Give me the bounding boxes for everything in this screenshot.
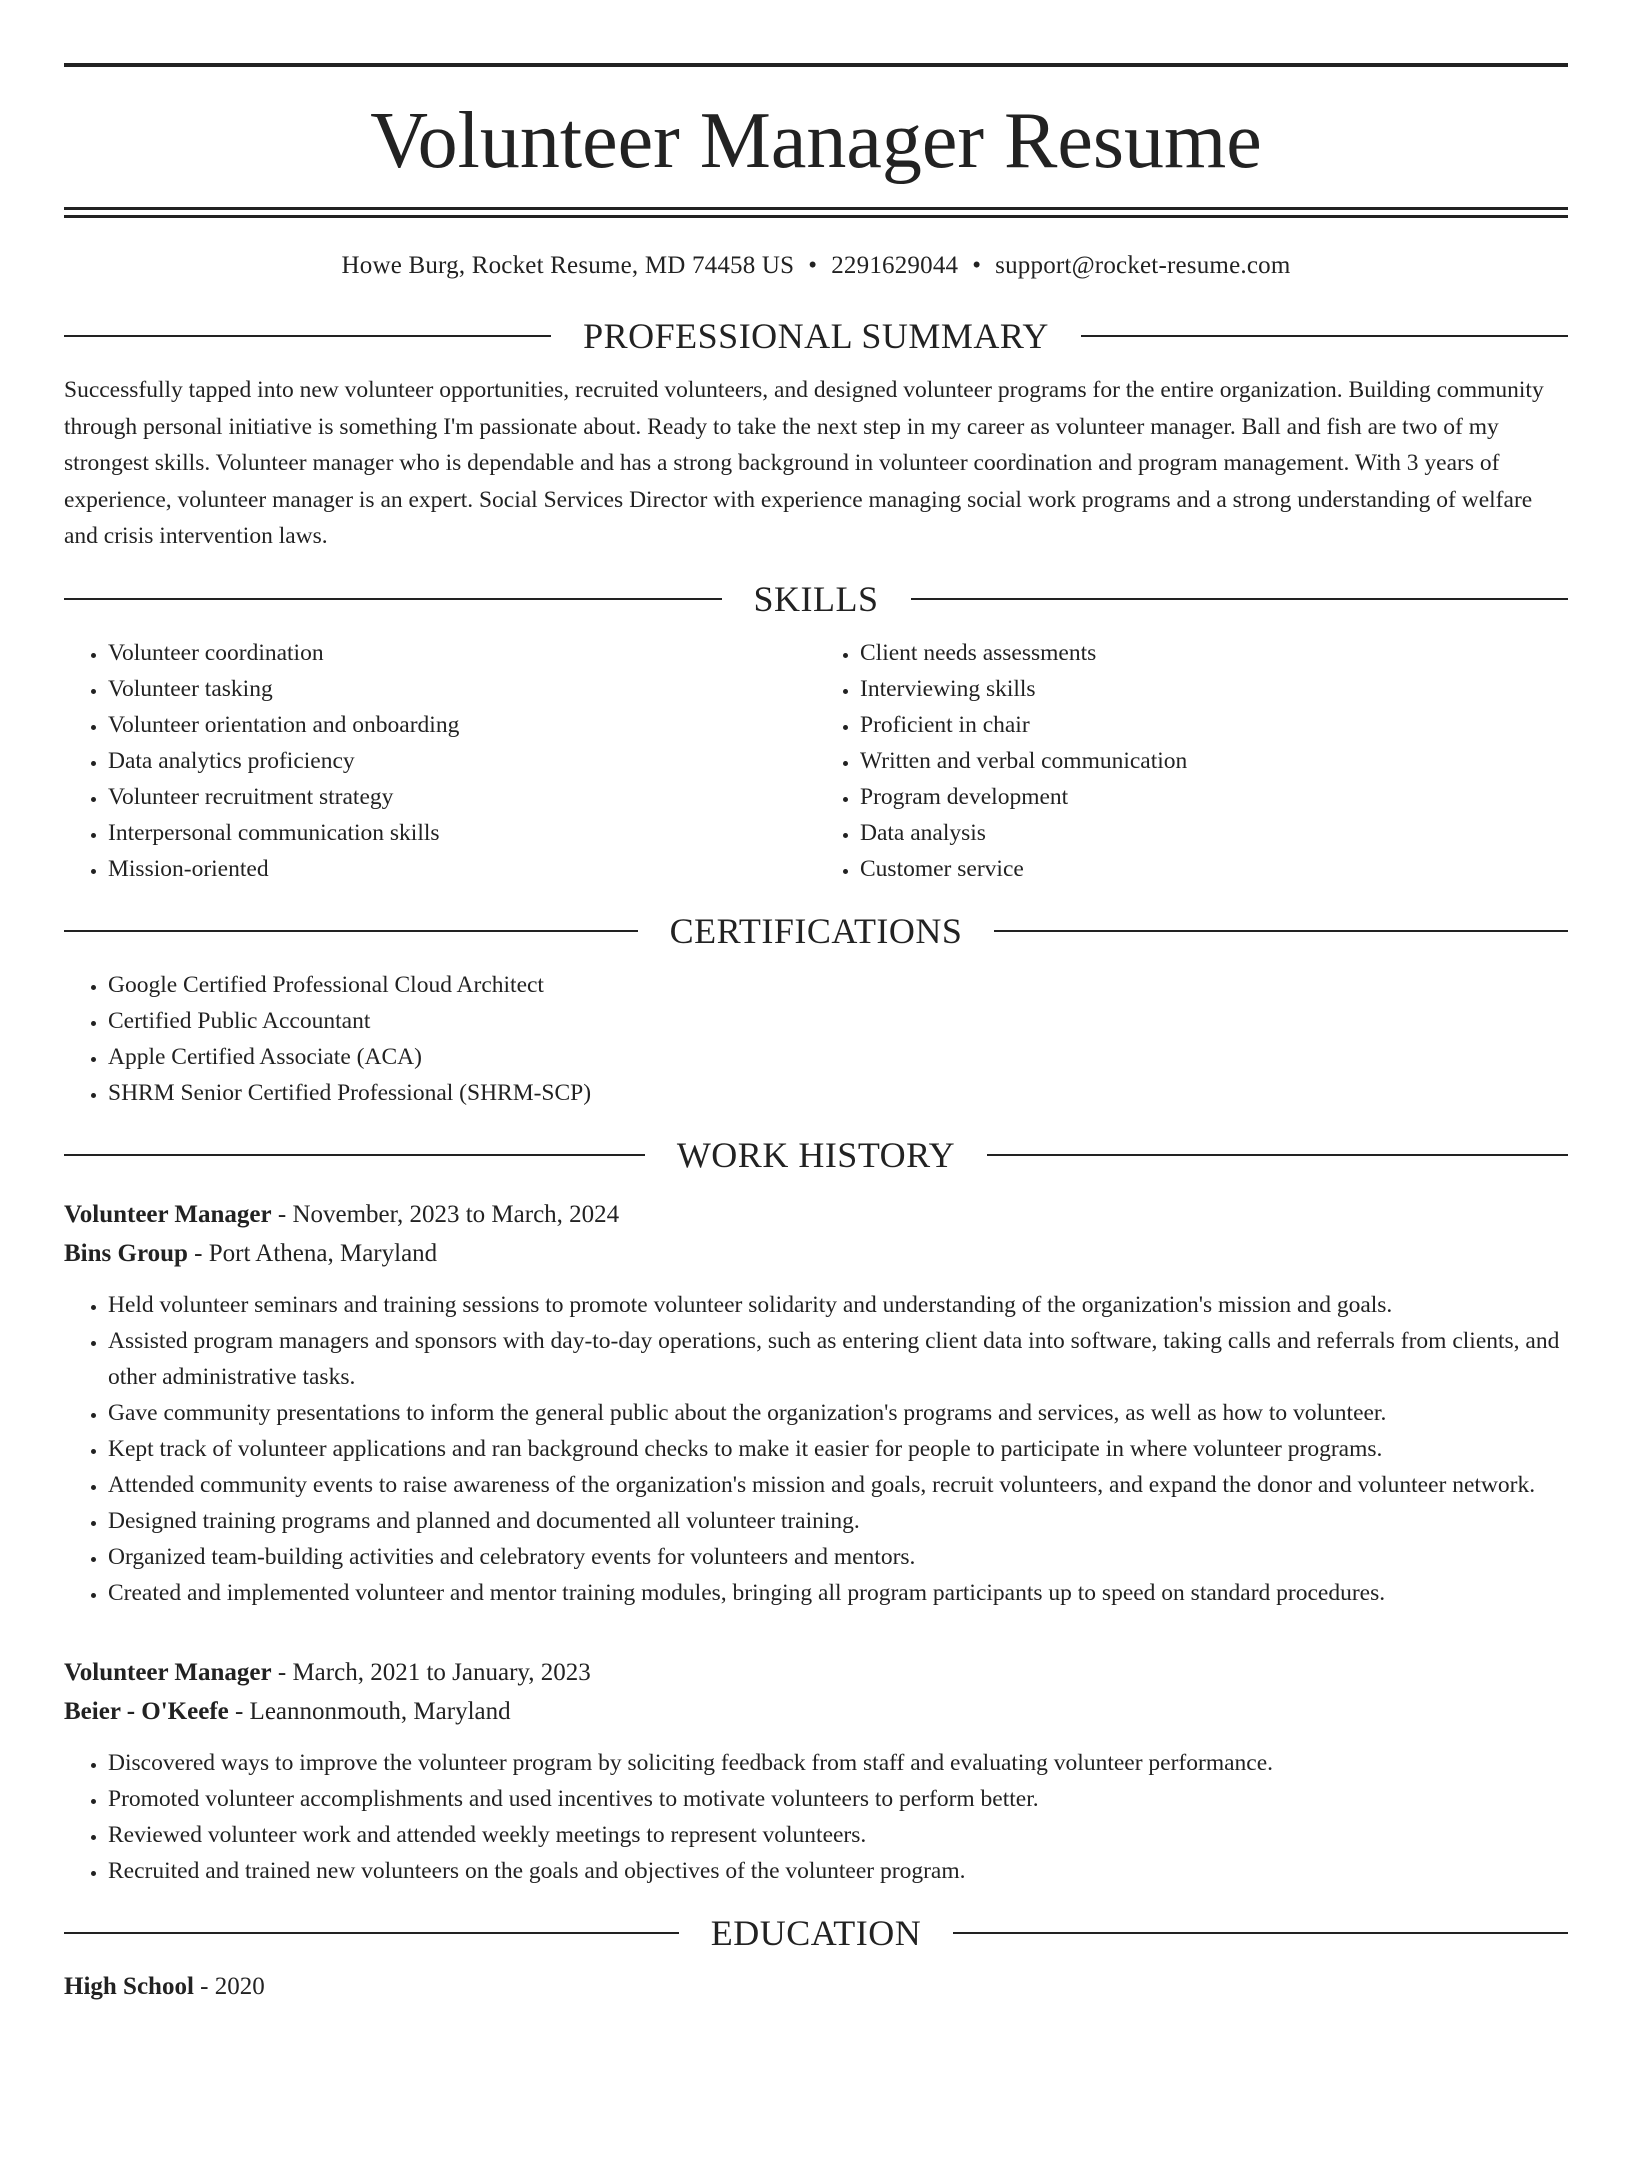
section-rule <box>64 1932 679 1934</box>
section-rule <box>1081 335 1568 337</box>
skills-list-left <box>64 635 816 887</box>
job-company-line <box>64 1692 1568 1731</box>
section-rule <box>911 598 1569 600</box>
title-double-rule <box>64 207 1568 218</box>
skill-item: • Volunteer coordination <box>108 635 816 671</box>
education-degree: High School <box>64 1972 194 2000</box>
contact-email: support@rocket-resume.com <box>995 252 1291 279</box>
certification-item: • SHRM Senior Certified Professional (SHRM-SCP) <box>108 1075 1568 1111</box>
section-rule <box>64 335 551 337</box>
certification-item: • Google Certified Professional Cloud Architect <box>108 967 1568 1003</box>
job-bullet: • Promoted volunteer accomplishments and used incentives to motivate volunteers to perform better. <box>108 1781 1568 1817</box>
job-company: Bins Group <box>64 1239 188 1267</box>
job-bullet: • Discovered ways to improve the volunteer program by soliciting feedback from staff and evaluating volunteer performance. <box>108 1745 1568 1781</box>
certification-item: • Certified Public Accountant <box>108 1003 1568 1039</box>
skills-columns <box>64 635 1568 887</box>
contact-separator: • <box>972 252 982 279</box>
section-rule <box>64 930 638 932</box>
job-bullet: • Kept track of volunteer applications and ran background checks to make it easier for people to participate in where volunteer programs. <box>108 1431 1568 1467</box>
section-rule <box>953 1932 1568 1934</box>
contact-address: Howe Burg, Rocket Resume, MD 74458 US <box>341 252 795 279</box>
job-title: Volunteer Manager <box>64 1200 272 1228</box>
skill-item: • Volunteer tasking <box>108 671 816 707</box>
contact-separator: • <box>808 252 818 279</box>
section-header-work <box>64 1134 1568 1175</box>
skill-item: • Volunteer orientation and onboarding <box>108 707 816 743</box>
certifications-list <box>64 967 1568 1111</box>
job-bullet: • Attended community events to raise awareness of the organization's mission and goals, recruit volunteers, and expand the donor and volunteer network. <box>108 1467 1568 1503</box>
job-bullets <box>64 1745 1568 1889</box>
resume-page <box>0 63 1632 2001</box>
section-rule <box>994 930 1568 932</box>
skill-item: • Customer service <box>860 851 1568 887</box>
job-location: - Port Athena, Maryland <box>187 1239 438 1267</box>
job-bullet: • Organized team-building activities and celebratory events for volunteers and mentors. <box>108 1539 1568 1575</box>
job-bullet: • Assisted program managers and sponsors with day-to-day operations, such as entering client data into software, taking calls and referrals from clients, and other administrative tasks. <box>108 1323 1568 1395</box>
summary-text: Successfully tapped into new volunteer opportunities, recruited volunteers, and designed volunteer programs for the entire organization. Building community through personal initiative is something I'm passionate about. Ready to take the next step in my career as volunteer manager. Ball and fish are two of my strongest skills. Volunteer manager who is dependable and has a strong background in volunteer coordination and program management. With 3 years of experience, volunteer manager is an expert. Social Services Director with experience managing social work programs and a strong understanding of welfare and crisis intervention laws. <box>64 377 1544 549</box>
section-header-certifications <box>64 910 1568 951</box>
education-year: - 2020 <box>193 1972 265 2000</box>
section-header-summary <box>64 318 1568 354</box>
job-company-line <box>64 1234 1568 1273</box>
contact-line <box>64 252 1568 280</box>
job-bullet: • Gave community presentations to inform the general public about the organization's programs and services, as well as how to volunteer. <box>108 1395 1568 1431</box>
skill-item: • Volunteer recruitment strategy <box>108 779 816 815</box>
section-rule <box>64 598 722 600</box>
section-title-skills: SKILLS <box>753 578 879 619</box>
section-title-summary: PROFESSIONAL SUMMARY <box>583 316 1049 356</box>
contact-phone: 2291629044 <box>831 252 959 279</box>
skill-item: • Proficient in chair <box>860 707 1568 743</box>
job-dates: - March, 2021 to January, 2023 <box>271 1658 591 1686</box>
skill-item: • Data analytics proficiency <box>108 743 816 779</box>
skill-item: • Program development <box>860 779 1568 815</box>
job-company: Beier - O'Keefe <box>64 1697 229 1725</box>
job-bullet: • Created and implemented volunteer and mentor training modules, bringing all program participants up to speed on standard procedures. <box>108 1575 1568 1611</box>
job-bullets <box>64 1287 1568 1611</box>
section-title-work: WORK HISTORY <box>676 1134 956 1175</box>
section-rule <box>64 1154 645 1156</box>
job-title-line <box>64 1195 1568 1234</box>
section-header-skills <box>64 578 1568 619</box>
skill-item: • Mission-oriented <box>108 851 816 887</box>
education-entry <box>64 1973 1568 2001</box>
resume-title: Volunteer Manager Resume <box>370 97 1262 185</box>
skill-item: • Data analysis <box>860 815 1568 851</box>
job-entry <box>64 1653 1568 1889</box>
job-bullet: • Held volunteer seminars and training sessions to promote volunteer solidarity and understanding of the organization's mission and goals. <box>108 1287 1568 1323</box>
job-entry <box>64 1195 1568 1611</box>
certification-item: • Apple Certified Associate (ACA) <box>108 1039 1568 1075</box>
section-rule <box>987 1154 1568 1156</box>
job-bullet: • Recruited and trained new volunteers on the goals and objectives of the volunteer program. <box>108 1853 1568 1889</box>
job-dates: - November, 2023 to March, 2024 <box>271 1200 620 1228</box>
job-bullet: • Designed training programs and planned and documented all volunteer training. <box>108 1503 1568 1539</box>
skill-item: • Written and verbal communication <box>860 743 1568 779</box>
section-title-education: EDUCATION <box>710 1912 922 1953</box>
skill-item: • Interviewing skills <box>860 671 1568 707</box>
section-title-certifications: CERTIFICATIONS <box>669 910 963 951</box>
section-header-education <box>64 1912 1568 1953</box>
skill-item: • Interpersonal communication skills <box>108 815 816 851</box>
job-title: Volunteer Manager <box>64 1658 272 1686</box>
job-bullet: • Reviewed volunteer work and attended weekly meetings to represent volunteers. <box>108 1817 1568 1853</box>
job-title-line <box>64 1653 1568 1692</box>
skill-item: • Client needs assessments <box>860 635 1568 671</box>
skills-list-right <box>816 635 1568 887</box>
job-location: - Leannonmouth, Maryland <box>228 1697 511 1725</box>
